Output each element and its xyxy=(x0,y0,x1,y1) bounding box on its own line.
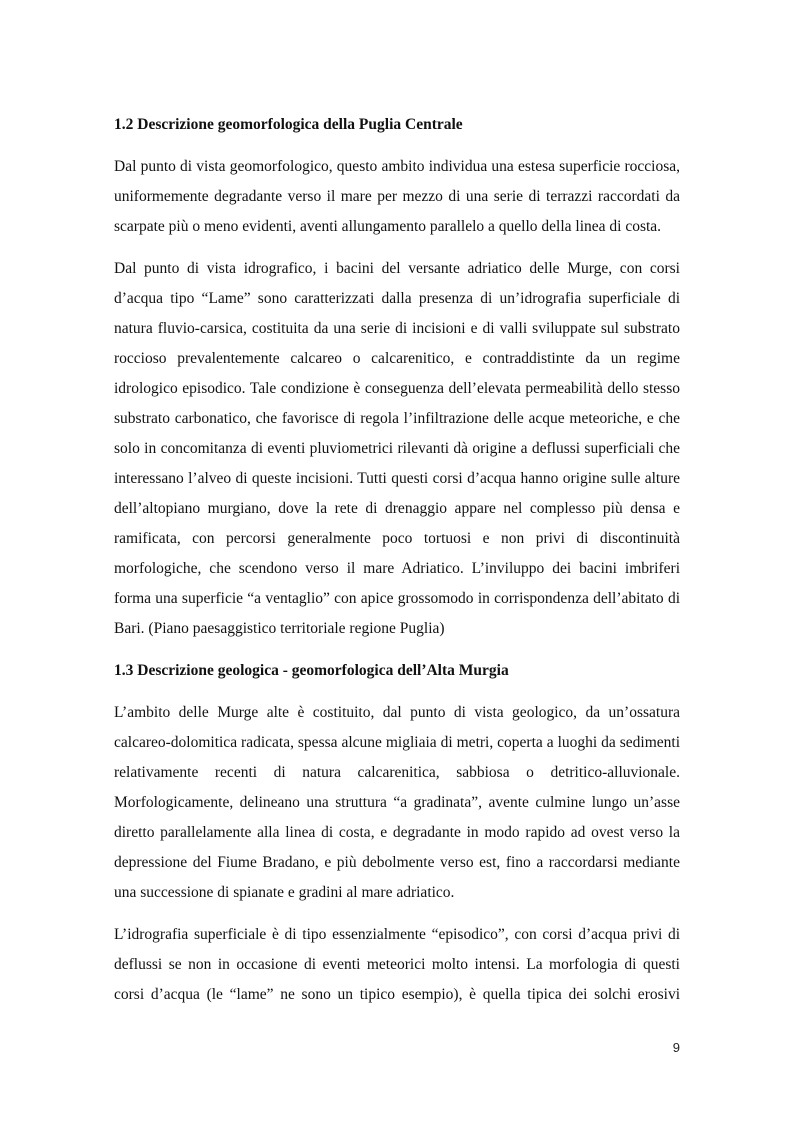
section-heading-1-3: 1.3 Descrizione geologica - geomorfologica dell’Alta Murgia xyxy=(114,662,509,679)
paragraph-idrografico: Dal punto di vista idrografico, i bacini del versante adriatico delle Murge, con corsi d’acqua tipo “Lame” sono caratterizzati dalla presenza di un’idrografia superficiale di natura fluvio-carsica, costituita da una serie di incisioni e di valli sviluppate sul substrato roccioso prevalentemente calcareo o calcarenitico, e contraddistinte da un regime idrologico episodico. Tale condizione è conseguenza dell’elevata permeabilità dello stesso substrato carbonatico, che favorisce di regola l’infiltrazione delle acque meteoriche, e che solo in concomitanza di eventi pluviometrici rilevanti dà origine a deflussi superficiali che interessano l’alveo di queste incisioni. Tutti questi corsi d’acqua hanno origine sulle alture dell’altopiano murgiano, dove la rete di drenaggio appare nel complesso più densa e ramificata, con percorsi generalmente poco tortuosi e non privi di discontinuità morfologiche, che scendono verso il mare Adriatico. L’inviluppo dei bacini imbriferi forma una superficie “a ventaglio” con apice grossomodo in corrispondenza dell’abitato di Bari. (Piano paesaggistico territoriale regione Puglia) xyxy=(114,260,680,637)
section-heading-1-2: 1.2 Descrizione geomorfologica della Puglia Centrale xyxy=(114,116,463,133)
page-number: 9 xyxy=(672,1040,680,1055)
document-page xyxy=(114,110,680,1022)
paragraph-geomorfologico: Dal punto di vista geomorfologico, questo ambito individua una estesa superficie rocciosa, uniformemente degradante verso il mare per mezzo di una serie di terrazzi raccordati da scarpate più o meno evidenti, aventi allungamento parallelo a quello della linea di costa. xyxy=(114,158,680,235)
paragraph-idrografia-superficiale: L’idrografia superficiale è di tipo essenzialmente “episodico”, con corsi d’acqua privi di deflussi se non in occasione di eventi meteorici molto intensi. La morfologia di questi corsi d’acqua (le “lame” ne sono un tipico esempio), è quella tipica dei solchi erosivi xyxy=(114,926,680,1003)
paragraph-murge-alte: L’ambito delle Murge alte è costituito, dal punto di vista geologico, da un’ossatura calcareo-dolomitica radicata, spessa alcune migliaia di metri, coperta a luoghi da sedimenti relativamente recenti di natura calcarenitica, sabbiosa o detritico-alluvionale. Morfologicamente, delineano una struttura “a gradinata”, avente culmine lungo un’asse diretto parallelamente alla linea di costa, e degradante in modo rapido ad ovest verso la depressione del Fiume Bradano, e più debolmente verso est, fino a raccordarsi mediante una successione di spianate e gradini al mare adriatico. xyxy=(114,704,680,901)
